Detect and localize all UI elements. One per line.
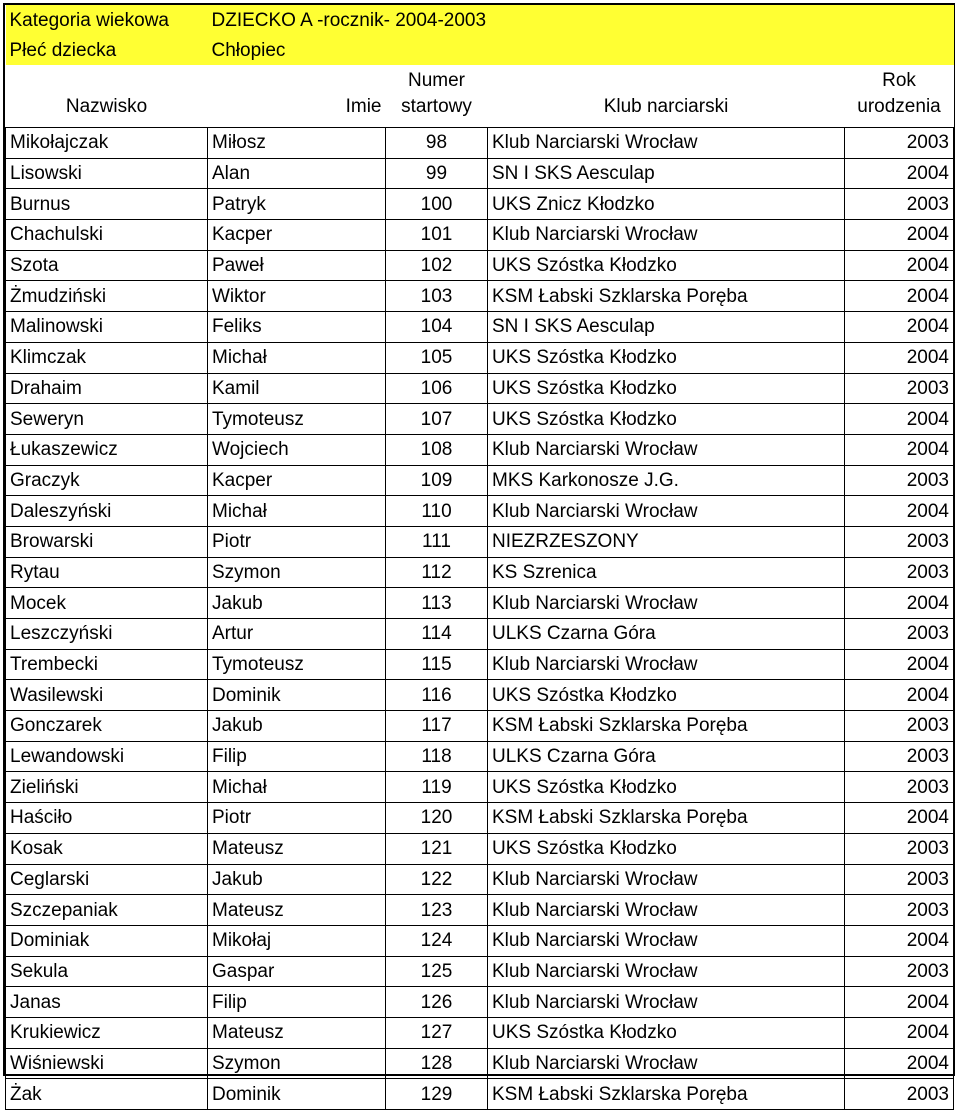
start-number-cell: 105 (386, 342, 488, 373)
surname-cell: Łukaszewicz (6, 434, 208, 465)
table-row (6, 895, 954, 926)
first-name-cell: Artur (208, 619, 386, 650)
first-name-cell: Miłosz (208, 128, 386, 159)
start-number-cell: 123 (386, 895, 488, 926)
birth-year-cell: 2004 (845, 496, 954, 527)
birth-year-cell: 2003 (845, 128, 954, 159)
start-number-cell: 104 (386, 312, 488, 343)
club-cell: UKS Szóstka Kłodzko (488, 373, 845, 404)
surname-cell: Mikołajczak (6, 128, 208, 159)
first-name-cell: Kacper (208, 465, 386, 496)
first-name-cell: Jakub (208, 588, 386, 619)
table-row (6, 987, 954, 1018)
table-row (6, 680, 954, 711)
start-number-cell: 129 (386, 1079, 488, 1110)
club-cell: UKS Znicz Kłodzko (488, 189, 845, 220)
club-cell: Klub Narciarski Wrocław (488, 588, 845, 619)
table-row (6, 557, 954, 588)
header-urodzenia: urodzenia (845, 95, 954, 128)
surname-cell: Lewandowski (6, 741, 208, 772)
table-row (6, 864, 954, 895)
table-row (6, 373, 954, 404)
birth-year-cell: 2004 (845, 312, 954, 343)
birth-year-cell: 2003 (845, 557, 954, 588)
birth-year-cell: 2004 (845, 680, 954, 711)
gender-value: Chłopiec (208, 35, 954, 65)
surname-cell: Żmudziński (6, 281, 208, 312)
start-number-cell: 124 (386, 925, 488, 956)
start-number-cell: 114 (386, 619, 488, 650)
header-row-1 (6, 65, 954, 95)
first-name-cell: Piotr (208, 526, 386, 557)
surname-cell: Ceglarski (6, 864, 208, 895)
start-number-cell: 111 (386, 526, 488, 557)
birth-year-cell: 2003 (845, 833, 954, 864)
birth-year-cell: 2003 (845, 864, 954, 895)
start-number-cell: 127 (386, 1017, 488, 1048)
club-cell: SN I SKS Aesculap (488, 312, 845, 343)
table-row (6, 803, 954, 834)
table-row (6, 158, 954, 189)
table-row (6, 496, 954, 527)
first-name-cell: Dominik (208, 680, 386, 711)
birth-year-cell: 2004 (845, 434, 954, 465)
birth-year-cell: 2003 (845, 711, 954, 742)
category-value: DZIECKO A -rocznik- 2004-2003 (208, 5, 954, 35)
table-row (6, 956, 954, 987)
club-cell: UKS Szóstka Kłodzko (488, 404, 845, 435)
birth-year-cell: 2003 (845, 465, 954, 496)
surname-cell: Browarski (6, 526, 208, 557)
surname-cell: Zieliński (6, 772, 208, 803)
birth-year-cell: 2004 (845, 342, 954, 373)
header-klub: Klub narciarski (488, 95, 845, 128)
surname-cell: Klimczak (6, 342, 208, 373)
header-rok: Rok (845, 65, 954, 95)
surname-cell: Wiśniewski (6, 1048, 208, 1079)
club-cell: UKS Szóstka Kłodzko (488, 342, 845, 373)
birth-year-cell: 2004 (845, 281, 954, 312)
table-row (6, 833, 954, 864)
start-number-cell: 107 (386, 404, 488, 435)
birth-year-cell: 2004 (845, 925, 954, 956)
club-cell: Klub Narciarski Wrocław (488, 128, 845, 159)
category-label: Kategoria wiekowa (6, 5, 208, 35)
surname-cell: Leszczyński (6, 619, 208, 650)
club-cell: Klub Narciarski Wrocław (488, 220, 845, 251)
start-number-cell: 121 (386, 833, 488, 864)
surname-cell: Daleszyński (6, 496, 208, 527)
birth-year-cell: 2004 (845, 588, 954, 619)
surname-cell: Chachulski (6, 220, 208, 251)
start-number-cell: 102 (386, 250, 488, 281)
birth-year-cell: 2003 (845, 373, 954, 404)
first-name-cell: Mateusz (208, 895, 386, 926)
birth-year-cell: 2003 (845, 741, 954, 772)
start-number-cell: 122 (386, 864, 488, 895)
birth-year-cell: 2004 (845, 250, 954, 281)
first-name-cell: Patryk (208, 189, 386, 220)
club-cell: KSM Łabski Szklarska Poręba (488, 803, 845, 834)
birth-year-cell: 2003 (845, 189, 954, 220)
birth-year-cell: 2004 (845, 987, 954, 1018)
first-name-cell: Gaspar (208, 956, 386, 987)
start-number-cell: 106 (386, 373, 488, 404)
table-row (6, 925, 954, 956)
start-number-cell: 117 (386, 711, 488, 742)
start-number-cell: 99 (386, 158, 488, 189)
first-name-cell: Filip (208, 741, 386, 772)
surname-cell: Malinowski (6, 312, 208, 343)
club-cell: KS Szrenica (488, 557, 845, 588)
club-cell: Klub Narciarski Wrocław (488, 895, 845, 926)
club-cell: Klub Narciarski Wrocław (488, 925, 845, 956)
participants-table (5, 5, 954, 1110)
club-cell: UKS Szóstka Kłodzko (488, 1017, 845, 1048)
first-name-cell: Filip (208, 987, 386, 1018)
club-cell: SN I SKS Aesculap (488, 158, 845, 189)
start-number-cell: 108 (386, 434, 488, 465)
table-row (6, 1017, 954, 1048)
club-cell: KSM Łabski Szklarska Poręba (488, 281, 845, 312)
table-row (6, 465, 954, 496)
start-number-cell: 128 (386, 1048, 488, 1079)
club-cell: NIEZRZESZONY (488, 526, 845, 557)
table-row (6, 250, 954, 281)
table-row (6, 220, 954, 251)
first-name-cell: Wojciech (208, 434, 386, 465)
first-name-cell: Jakub (208, 711, 386, 742)
surname-cell: Drahaim (6, 373, 208, 404)
club-cell: ULKS Czarna Góra (488, 619, 845, 650)
club-cell: UKS Szóstka Kłodzko (488, 250, 845, 281)
first-name-cell: Dominik (208, 1079, 386, 1110)
club-cell: Klub Narciarski Wrocław (488, 864, 845, 895)
table-row (6, 189, 954, 220)
start-number-cell: 110 (386, 496, 488, 527)
surname-cell: Seweryn (6, 404, 208, 435)
birth-year-cell: 2004 (845, 158, 954, 189)
start-number-cell: 112 (386, 557, 488, 588)
birth-year-cell: 2003 (845, 526, 954, 557)
start-number-cell: 101 (386, 220, 488, 251)
birth-year-cell: 2003 (845, 956, 954, 987)
results-sheet (3, 3, 955, 1105)
surname-cell: Żak (6, 1079, 208, 1110)
table-row (6, 619, 954, 650)
table-row (6, 526, 954, 557)
club-cell: KSM Łabski Szklarska Poręba (488, 1079, 845, 1110)
participants-body (6, 128, 954, 1110)
club-cell: Klub Narciarski Wrocław (488, 987, 845, 1018)
header-row-2 (6, 95, 954, 128)
start-number-cell: 98 (386, 128, 488, 159)
start-number-cell: 126 (386, 987, 488, 1018)
birth-year-cell: 2003 (845, 895, 954, 926)
header-startowy: startowy (386, 95, 488, 128)
first-name-cell: Szymon (208, 1048, 386, 1079)
table-row (6, 1079, 954, 1110)
category-row (6, 5, 954, 35)
header-numer: Numer (386, 65, 488, 95)
surname-cell: Trembecki (6, 649, 208, 680)
start-number-cell: 109 (386, 465, 488, 496)
table-row (6, 588, 954, 619)
start-number-cell: 116 (386, 680, 488, 711)
club-cell: UKS Szóstka Kłodzko (488, 680, 845, 711)
surname-cell: Janas (6, 987, 208, 1018)
table-row (6, 741, 954, 772)
first-name-cell: Wiktor (208, 281, 386, 312)
first-name-cell: Michał (208, 342, 386, 373)
table-row (6, 342, 954, 373)
first-name-cell: Michał (208, 772, 386, 803)
birth-year-cell: 2004 (845, 404, 954, 435)
surname-cell: Szota (6, 250, 208, 281)
birth-year-cell: 2004 (845, 803, 954, 834)
first-name-cell: Kacper (208, 220, 386, 251)
header-imie: Imie (208, 95, 386, 128)
surname-cell: Krukiewicz (6, 1017, 208, 1048)
table-row (6, 434, 954, 465)
club-cell: Klub Narciarski Wrocław (488, 434, 845, 465)
birth-year-cell: 2004 (845, 1017, 954, 1048)
surname-cell: Lisowski (6, 158, 208, 189)
surname-cell: Gonczarek (6, 711, 208, 742)
start-number-cell: 120 (386, 803, 488, 834)
gender-label: Płeć dziecka (6, 35, 208, 65)
gender-row (6, 35, 954, 65)
table-row (6, 404, 954, 435)
club-cell: ULKS Czarna Góra (488, 741, 845, 772)
club-cell: KSM Łabski Szklarska Poręba (488, 711, 845, 742)
surname-cell: Szczepaniak (6, 895, 208, 926)
surname-cell: Haściło (6, 803, 208, 834)
club-cell: Klub Narciarski Wrocław (488, 1048, 845, 1079)
start-number-cell: 125 (386, 956, 488, 987)
first-name-cell: Piotr (208, 803, 386, 834)
table-row (6, 711, 954, 742)
surname-cell: Burnus (6, 189, 208, 220)
start-number-cell: 118 (386, 741, 488, 772)
first-name-cell: Tymoteusz (208, 649, 386, 680)
first-name-cell: Kamil (208, 373, 386, 404)
header-nazwisko: Nazwisko (6, 95, 208, 128)
first-name-cell: Michał (208, 496, 386, 527)
birth-year-cell: 2003 (845, 772, 954, 803)
first-name-cell: Mikołaj (208, 925, 386, 956)
club-cell: Klub Narciarski Wrocław (488, 649, 845, 680)
birth-year-cell: 2004 (845, 1048, 954, 1079)
start-number-cell: 119 (386, 772, 488, 803)
start-number-cell: 100 (386, 189, 488, 220)
surname-cell: Graczyk (6, 465, 208, 496)
club-cell: Klub Narciarski Wrocław (488, 496, 845, 527)
table-row (6, 1048, 954, 1079)
table-row (6, 649, 954, 680)
start-number-cell: 103 (386, 281, 488, 312)
first-name-cell: Mateusz (208, 1017, 386, 1048)
birth-year-cell: 2003 (845, 1079, 954, 1110)
club-cell: UKS Szóstka Kłodzko (488, 772, 845, 803)
birth-year-cell: 2003 (845, 619, 954, 650)
surname-cell: Kosak (6, 833, 208, 864)
first-name-cell: Alan (208, 158, 386, 189)
surname-cell: Sekula (6, 956, 208, 987)
table-row (6, 772, 954, 803)
surname-cell: Wasilewski (6, 680, 208, 711)
club-cell: Klub Narciarski Wrocław (488, 956, 845, 987)
surname-cell: Mocek (6, 588, 208, 619)
first-name-cell: Feliks (208, 312, 386, 343)
first-name-cell: Szymon (208, 557, 386, 588)
birth-year-cell: 2004 (845, 649, 954, 680)
club-cell: MKS Karkonosze J.G. (488, 465, 845, 496)
birth-year-cell: 2004 (845, 220, 954, 251)
surname-cell: Rytau (6, 557, 208, 588)
first-name-cell: Jakub (208, 864, 386, 895)
first-name-cell: Tymoteusz (208, 404, 386, 435)
start-number-cell: 113 (386, 588, 488, 619)
table-row (6, 128, 954, 159)
first-name-cell: Paweł (208, 250, 386, 281)
start-number-cell: 115 (386, 649, 488, 680)
first-name-cell: Mateusz (208, 833, 386, 864)
surname-cell: Dominiak (6, 925, 208, 956)
table-row (6, 312, 954, 343)
table-row (6, 281, 954, 312)
club-cell: UKS Szóstka Kłodzko (488, 833, 845, 864)
